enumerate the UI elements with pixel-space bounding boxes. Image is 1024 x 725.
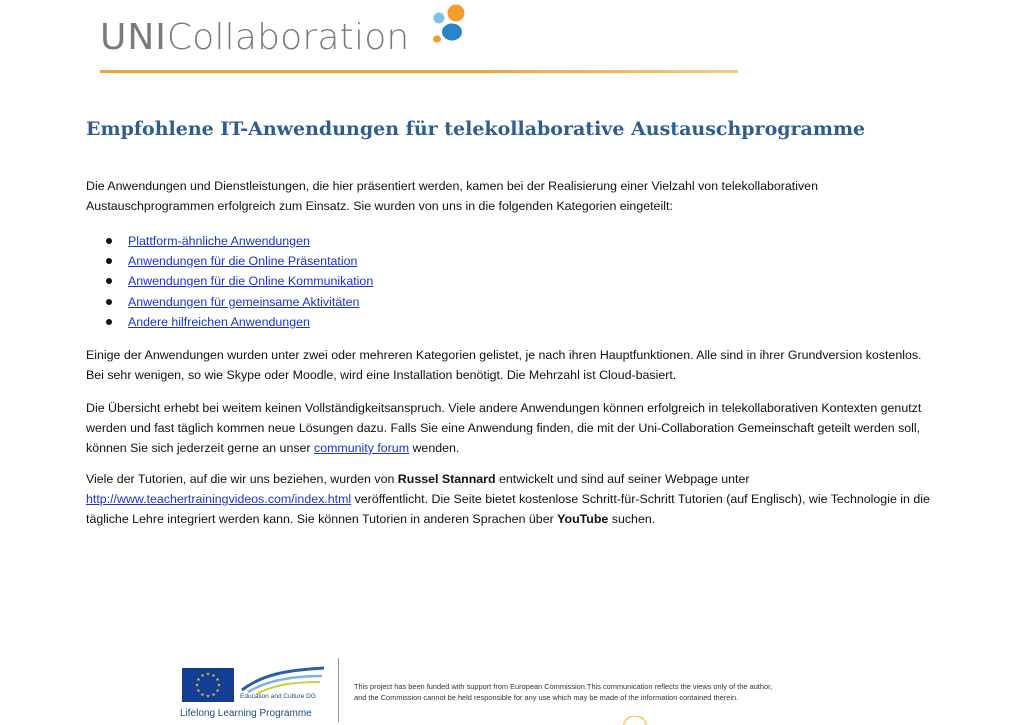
eu-star-icon (212, 674, 215, 677)
eu-star-icon (206, 672, 209, 675)
document-body (86, 176, 931, 529)
paragraph-overview (86, 398, 931, 458)
list-item (86, 271, 931, 291)
bullet-icon (106, 258, 112, 264)
tutorials-text-a: Viele der Tutorien, auf die wir uns beziehen, wurden von (86, 471, 398, 486)
eu-star-icon (212, 693, 215, 696)
paragraph-categories-note: Einige der Anwendungen wurden unter zwei oder mehreren Kategorien gelistet, je nach ihren Hauptfunktionen. Alle sind in ihrer Grundversion kostenlos. Bei sehr wenigen, so wie Skype oder Moodle, wird eine Installation benötigt. Die Mehrzahl ist Cloud-basiert. (86, 347, 922, 382)
eu-star-icon (216, 689, 219, 692)
bullet-icon (106, 299, 112, 305)
logo-text-uni: UNI (100, 17, 167, 58)
category-list (86, 231, 931, 332)
category-link-other[interactable]: Andere hilfreichen Anwendungen (128, 314, 310, 329)
eu-star-icon (197, 678, 200, 681)
funding-disclaimer (354, 681, 874, 703)
page-corner-mark-icon (622, 716, 648, 725)
tutorials-text-c: veröffentlicht. Die Seite bietet kostenlose Schritt-für-Schritt Tutorien (auf Englisch), wie Technologie in die tägliche Lehre integriert werden kann. Sie können Tutorien in anderen Sprachen über (86, 491, 930, 526)
list-item (86, 312, 931, 332)
header-rule (100, 70, 738, 73)
category-link-activities[interactable]: Anwendungen für gemeinsame Aktivitäten (128, 294, 360, 309)
eu-star-icon (217, 683, 220, 686)
tutorials-text-b: entwickelt und sind auf seiner Webpage unter (495, 471, 750, 486)
youtube-label: YouTube (557, 511, 609, 526)
list-item (86, 292, 931, 312)
list-item (86, 251, 931, 271)
logo-bubbles-icon (410, 4, 470, 49)
category-link-presentation[interactable]: Anwendungen für die Online Präsentation (128, 254, 358, 269)
document-title: Empfohlene IT-Anwendungen für telekollaborative Austauschprogramme (86, 118, 866, 140)
community-forum-link[interactable]: community forum (314, 440, 410, 455)
logo-text-collaboration: Collaboration (166, 17, 410, 58)
logo-wordmark (100, 17, 410, 58)
intro-paragraph: Die Anwendungen und Dienstleistungen, die hier präsentiert werden, kamen bei der Realisierung einer Vielzahl von telekollaborativen Austauschprogrammen erfolgreich zum Einsatz. Sie wurden von uns in die folgenden Kategorien eingeteilt: (86, 179, 818, 213)
disclaimer-line-2: and the Commission cannot be held responsible for any use which may be made of the information contained therein. (354, 693, 739, 702)
disclaimer-line-1: This project has been funded with support from European Commission.This communication reflects the views only of the author, (354, 682, 773, 691)
overview-text-end: wenden. (409, 440, 460, 455)
bullet-icon (106, 238, 112, 244)
eu-star-icon (201, 674, 204, 677)
category-link-platform[interactable]: Plattform-ähnliche Anwendungen (128, 234, 310, 248)
tutorials-text-d: suchen. (608, 511, 656, 526)
eu-flag-icon (182, 668, 234, 702)
eu-star-icon (201, 693, 204, 696)
tutorial-website-link[interactable]: http://www.teachertrainingvideos.com/index.html (86, 491, 352, 506)
overview-text: Die Übersicht erhebt bei weitem keinen Vollständigkeitsanspruch. Viele andere Anwendungen können erfolgreich in telekollaborativen Kontexten genutzt werden und fast täglich kommen neue Lösungen dazu. Falls Sie eine Anwendung finden, die mit der Uni-Collaboration Gemeinschaft geteilt werden soll, können Sie sich jederzeit gerne an unser (86, 400, 922, 455)
eac-label: Education and Culture DG (240, 693, 316, 700)
bullet-icon (106, 278, 112, 284)
footer-divider (338, 658, 339, 722)
category-link-communication[interactable]: Anwendungen für die Online Kommunikation (128, 274, 374, 289)
paragraph-tutorials (86, 469, 931, 529)
footer (180, 658, 880, 725)
eu-star-icon (216, 678, 219, 681)
eu-star-icon (197, 689, 200, 692)
author-name: Russel Stannard (397, 471, 496, 486)
llp-label: Lifelong Learning Programme (180, 708, 312, 719)
eu-star-icon (195, 683, 198, 686)
unicollaboration-logo (100, 4, 480, 64)
eu-star-icon (206, 694, 209, 697)
bullet-icon (106, 319, 112, 325)
list-item (86, 231, 931, 251)
